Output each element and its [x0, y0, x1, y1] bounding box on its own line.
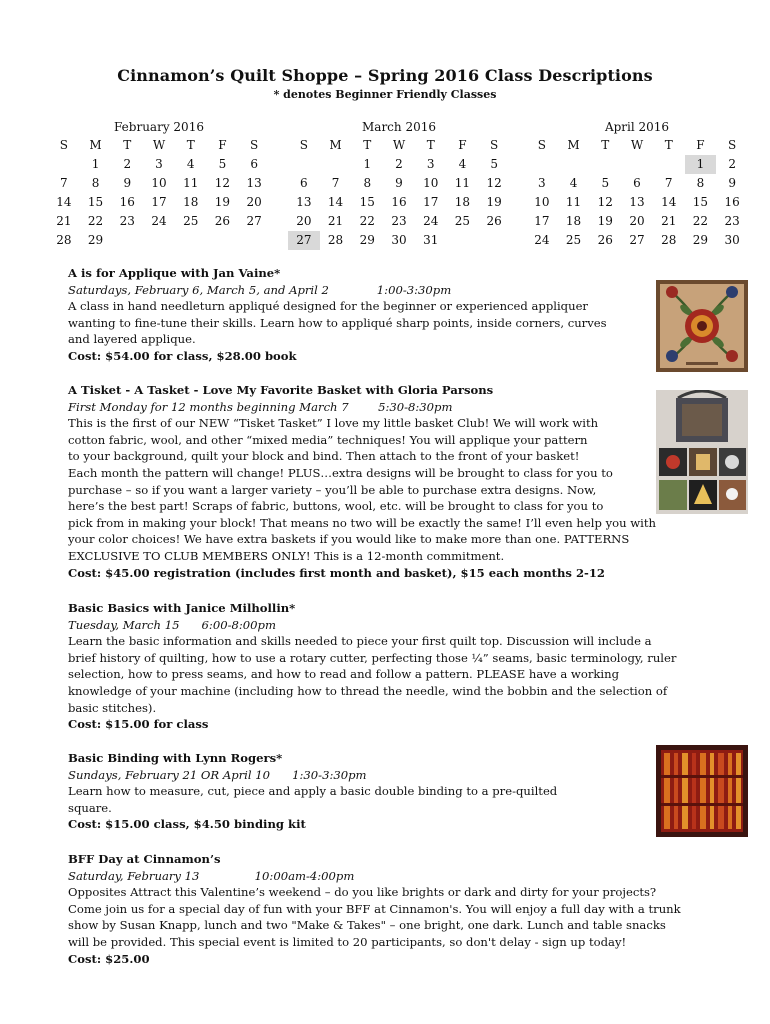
calendar-day: 13 — [296, 195, 312, 209]
calendar-empty-cell — [558, 155, 590, 174]
calendar-day: 11 — [454, 176, 471, 190]
calendar-day: 23 — [391, 214, 407, 228]
calendar-day: 2 — [395, 157, 403, 171]
class-description-line: pick from in making your block! That means no two will be exactly the same! I’ll even help you with — [68, 515, 657, 530]
calendar-weekday: M — [567, 138, 580, 152]
calendar-day: 25 — [565, 233, 582, 247]
class-bff-day — [68, 851, 681, 967]
calendar-day: 18 — [183, 195, 199, 209]
calendar-day: 17 — [423, 195, 439, 209]
calendar-day: 12 — [597, 195, 613, 209]
calendar-day: 19 — [214, 195, 231, 209]
calendar-day: 28 — [56, 233, 72, 247]
calendar-day: 2 — [728, 157, 736, 171]
calendar-day: 1 — [91, 157, 100, 171]
calendar-day: 13 — [246, 176, 262, 190]
calendar-day: 24 — [423, 214, 439, 228]
class-description-line: knowledge of your machine (including how to thread the needle, wind the bobbin and the selection of — [68, 683, 668, 698]
class-description-line: purchase – so if you want a larger variety – you’ll be able to purchase extra designs. Now, — [68, 482, 597, 497]
calendar-day: 27 — [629, 233, 645, 247]
calendar-weekday: M — [329, 138, 342, 152]
class-description-line: square. — [68, 800, 112, 815]
calendar-empty-cell — [621, 155, 653, 174]
calendar-day: 23 — [119, 214, 135, 228]
calendar-day: 29 — [692, 233, 709, 247]
calendar-day: 7 — [331, 176, 340, 190]
page-subtitle: * denotes Beginner Friendly Classes — [273, 88, 497, 101]
calendar-day: 3 — [155, 157, 163, 171]
class-schedule: Saturday, February 13 10:00am-4:00pm — [68, 868, 355, 883]
calendar-month-title: March 2016 — [362, 120, 436, 134]
calendar-month-title: April 2016 — [604, 120, 670, 134]
calendar-weekday: W — [392, 138, 406, 152]
class-description-line: Each month the pattern will change! PLUS…extra designs will be brought to class for you to — [68, 465, 613, 480]
class-schedule: Sundays, February 21 OR April 10 1:30-3:30pm — [68, 767, 367, 782]
calendar-day: 26 — [486, 214, 502, 228]
calendar-day: 9 — [728, 176, 736, 190]
calendar-day: 22 — [87, 214, 104, 228]
class-title: Basic Basics with Janice Milhollin* — [68, 601, 296, 615]
calendar-weekday: T — [426, 138, 435, 152]
calendar-day: 19 — [597, 214, 613, 228]
calendar-weekday: T — [601, 138, 610, 152]
class-description-line: Learn the basic information and skills needed to piece your first quilt top. Discussion will include a — [68, 634, 652, 649]
calendar-day: 8 — [91, 176, 100, 190]
calendar-weekday: T — [363, 138, 372, 152]
calendar-day: 7 — [60, 176, 68, 190]
class-description-line: brief history of quilting, how to use a rotary cutter, perfecting those ¼” seams, basic terminology, ruler — [68, 650, 677, 665]
calendar-february — [48, 118, 270, 250]
calendar-day: 15 — [692, 195, 709, 209]
calendar-march — [288, 118, 510, 250]
calendar-day: 15 — [87, 195, 104, 209]
calendar-day: 16 — [391, 195, 407, 209]
calendar-day: 29 — [359, 233, 375, 247]
calendar-day: 10 — [151, 176, 167, 190]
calendar-day: 1 — [363, 157, 372, 171]
class-description-line: show by Susan Knapp, lunch and two "Make & Takes" – one bright, one dark. Lunch and table snacks — [68, 918, 666, 933]
class-description-line: here’s the best part! Scraps of fabric, buttons, wool, etc. will be brought to class for you to — [68, 499, 604, 514]
calendar-day: 14 — [56, 195, 72, 209]
calendar-weekday: S — [728, 138, 737, 152]
class-title: Basic Binding with Lynn Rogers* — [68, 751, 283, 765]
calendar-day: 17 — [151, 195, 167, 209]
calendar-weekday: T — [664, 138, 673, 152]
calendar-day: 20 — [629, 214, 645, 228]
calendar-grid — [288, 136, 510, 250]
class-description-line: Learn how to measure, cut, piece and apply a basic double binding to a pre-quilted — [68, 784, 558, 799]
calendar-day: 9 — [123, 176, 132, 190]
calendar-day: 11 — [565, 195, 582, 209]
calendar-day: 8 — [696, 176, 705, 190]
calendar-weekday: T — [186, 138, 195, 152]
calendar-day: 12 — [214, 176, 231, 190]
applique-quilt-photo — [656, 280, 748, 372]
calendar-weekday: T — [123, 138, 132, 152]
class-description-line: selection, how to press seams, and how to read and follow a pattern. PLEASE have a working — [68, 667, 619, 682]
calendar-day: 18 — [565, 214, 582, 228]
calendar-day: 3 — [538, 176, 546, 190]
calendar-day: 16 — [119, 195, 135, 209]
calendar-day: 25 — [183, 214, 199, 228]
class-cost: Cost: $15.00 class, $4.50 binding kit — [68, 817, 306, 832]
class-description-line: basic stitches). — [68, 700, 157, 715]
calendar-day: 18 — [454, 195, 471, 209]
calendar-empty-cell — [653, 155, 685, 174]
class-description-line: cotton fabric, wool, and other “mixed media” techniques! You will applique your pattern — [68, 432, 588, 447]
calendar-day: 11 — [183, 176, 199, 190]
calendar-day: 2 — [123, 157, 132, 171]
class-description-line: wanting to fine-tune their skills. Learn how to appliqué sharp points, inside corners, curves — [68, 315, 607, 330]
class-description-line: will be provided. This special event is limited to 20 participants, so don't delay - sign up today! — [68, 934, 627, 949]
class-basic-binding — [68, 750, 557, 833]
class-applique — [68, 265, 607, 365]
calendar-day: 19 — [486, 195, 502, 209]
calendar-weekday: S — [490, 138, 499, 152]
calendar-weekday: M — [89, 138, 102, 152]
class-description-line: Come join us for a special day of fun with your BFF at Cinnamon's. You will enjoy a full day with a trunk — [68, 901, 681, 916]
calendar-weekday: S — [59, 138, 68, 152]
calendar-weekday: S — [250, 138, 259, 152]
calendar-day: 16 — [724, 195, 740, 209]
class-cost: Cost: $25.00 — [68, 951, 150, 966]
class-description-line: Opposites Attract this Valentine’s weekend – do you like brights or dark and dirty for your projects? — [68, 885, 657, 900]
calendar-day: 27 — [246, 214, 262, 228]
class-description-line: to your background, quilt your block and bind. Then attach to the front of your basket! — [68, 449, 580, 464]
calendar-day: 20 — [246, 195, 262, 209]
calendar-day: 21 — [661, 214, 677, 228]
calendar-day: 27 — [288, 231, 320, 250]
calendar-day: 20 — [296, 214, 312, 228]
calendar-day: 3 — [426, 157, 435, 171]
calendar-day: 22 — [359, 214, 375, 228]
calendar-day: 29 — [87, 233, 104, 247]
calendar-day: 14 — [661, 195, 677, 209]
calendar-day: 21 — [327, 214, 344, 228]
class-cost: Cost: $54.00 for class, $28.00 book — [68, 348, 297, 363]
page-title: Cinnamon’s Quilt Shoppe – Spring 2016 Class Descriptions — [117, 66, 653, 85]
calendar-day: 6 — [633, 176, 641, 190]
class-tisket-tasket — [68, 382, 656, 581]
calendar-day: 25 — [454, 214, 471, 228]
calendar-weekday: F — [218, 138, 227, 152]
calendar-day: 5 — [601, 176, 610, 190]
calendar-day: 31 — [423, 233, 439, 247]
calendar-day: 26 — [214, 214, 231, 228]
calendar-day: 14 — [327, 195, 344, 209]
calendar-empty-cell — [589, 155, 621, 174]
class-title: BFF Day at Cinnamon’s — [68, 852, 221, 866]
class-basic-basics — [68, 600, 676, 733]
calendar-weekday: F — [458, 138, 467, 152]
calendar-day: 8 — [363, 176, 372, 190]
calendar-day: 4 — [458, 157, 467, 171]
basket-club-photo — [656, 390, 748, 514]
calendar-day: 30 — [391, 233, 407, 247]
calendar-month-title: February 2016 — [114, 120, 204, 134]
calendar-weekday: S — [537, 138, 546, 152]
binding-quilt-photo — [656, 745, 748, 837]
calendar-day: 22 — [692, 214, 709, 228]
calendar-day: 30 — [724, 233, 740, 247]
calendar-day: 6 — [250, 157, 258, 171]
calendar-day: 28 — [661, 233, 677, 247]
calendar-empty-cell — [48, 155, 80, 174]
calendar-day: 23 — [724, 214, 740, 228]
class-title: A is for Applique with Jan Vaine* — [68, 266, 281, 280]
calendar-weekday: S — [299, 138, 308, 152]
calendar-day: 4 — [569, 176, 578, 190]
calendar-day: 28 — [327, 233, 344, 247]
calendar-day: 24 — [151, 214, 167, 228]
calendar-empty-cell — [320, 155, 352, 174]
class-cost: Cost: $45.00 registration (includes first month and basket), $15 each months 2-12 — [68, 565, 605, 580]
calendar-day: 10 — [534, 195, 550, 209]
class-description-line: your color choices! We have extra baskets if you would like to make more than one. PATTERNS — [68, 532, 630, 547]
calendar-grid — [48, 136, 270, 250]
calendar-day: 15 — [359, 195, 375, 209]
calendar-day: 13 — [629, 195, 645, 209]
class-schedule: Tuesday, March 15 6:00-8:00pm — [68, 617, 276, 632]
calendar-day: 7 — [664, 176, 673, 190]
calendar-day: 12 — [486, 176, 502, 190]
class-title: A Tisket - A Tasket - Love My Favorite Basket with Gloria Parsons — [68, 383, 494, 397]
class-description-line: and layered applique. — [68, 332, 196, 347]
class-description-line: A class in hand needleturn appliqué designed for the beginner or experienced appliquer — [68, 299, 588, 314]
calendar-weekday: W — [152, 138, 166, 152]
calendar-grid — [526, 136, 748, 250]
class-cost: Cost: $15.00 for class — [68, 717, 209, 732]
calendar-day: 26 — [597, 233, 613, 247]
class-description-line: EXCLUSIVE TO CLUB MEMBERS ONLY! This is a 12-month commitment. — [68, 548, 505, 563]
calendar-day: 5 — [490, 157, 498, 171]
calendar-day: 17 — [534, 214, 550, 228]
calendar-day: 4 — [186, 157, 195, 171]
class-description-line: This is the first of our NEW “Tisket Tasket” I love my little basket Club! We will work with — [68, 416, 599, 431]
calendar-day: 5 — [218, 157, 227, 171]
calendar-day: 21 — [56, 214, 72, 228]
calendar-day: 9 — [395, 176, 403, 190]
calendar-day: 1 — [685, 155, 717, 174]
calendar-day: 6 — [300, 176, 308, 190]
calendar-april — [526, 118, 748, 250]
calendar-day: 10 — [423, 176, 439, 190]
calendar-weekday: W — [630, 138, 644, 152]
calendar-day: 24 — [534, 233, 550, 247]
calendar-empty-cell — [288, 155, 320, 174]
class-schedule: Saturdays, February 6, March 5, and April 2 1:00-3:30pm — [68, 282, 452, 297]
calendar-empty-cell — [526, 155, 558, 174]
calendar-weekday: F — [696, 138, 705, 152]
class-schedule: First Monday for 12 months beginning March 7 5:30-8:30pm — [68, 399, 453, 414]
